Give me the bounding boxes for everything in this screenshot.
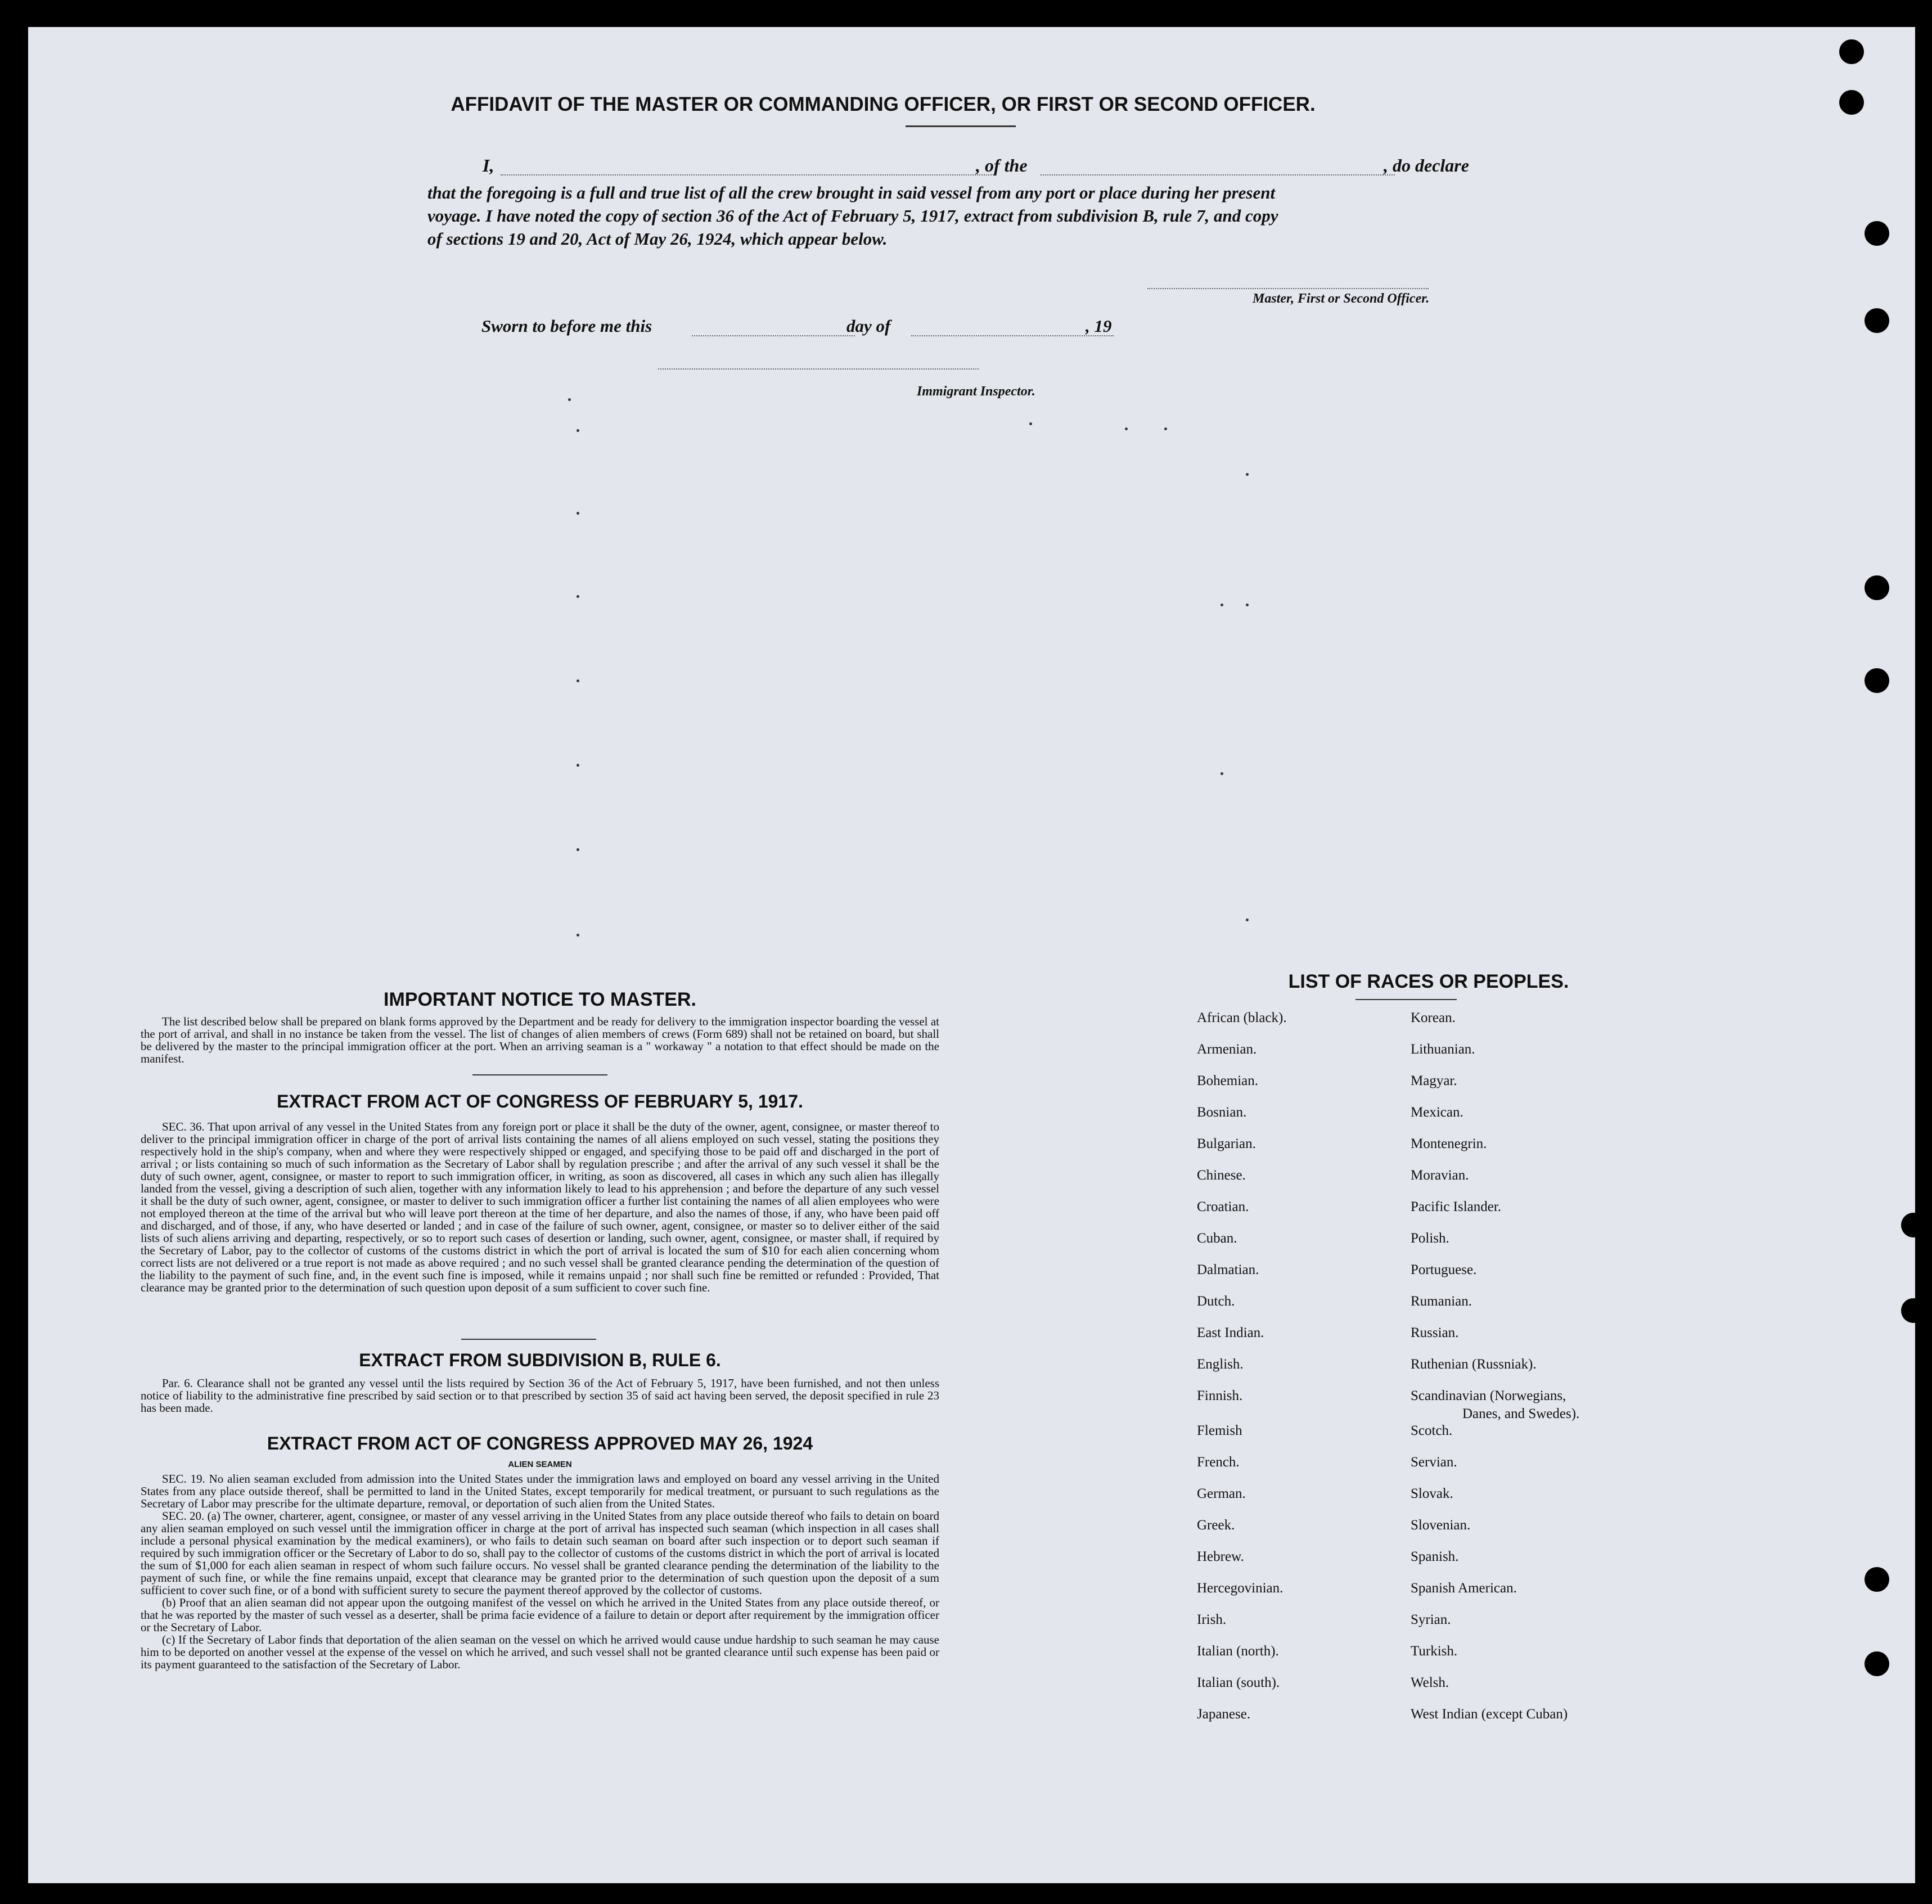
race-right-item: Russian. — [1411, 1325, 1459, 1340]
race-left-item: Italian (south). — [1197, 1675, 1280, 1690]
binding-hole — [1865, 668, 1889, 693]
binding-hole — [1865, 221, 1889, 246]
binding-hole — [1839, 90, 1864, 115]
race-right-item: Lithuanian. — [1411, 1042, 1475, 1057]
signature-label: Master, First or Second Officer. — [1253, 291, 1430, 306]
binding-hole — [1901, 1298, 1926, 1323]
print-dot — [1125, 427, 1128, 430]
race-left-item: Bulgarian. — [1197, 1136, 1256, 1151]
race-right-item: Pacific Islander. — [1411, 1199, 1502, 1214]
race-right-item: Moravian. — [1411, 1168, 1469, 1183]
print-dot — [577, 848, 579, 851]
section-36-paragraph: SEC. 36. That upon arrival of any vessel in the United States from any foreign port or place it shall be the duty of the owner, agent, consignee, or master thereof to deliver to the principal immigration officer in charge of the port of arrival lists containing the names of all aliens employed on such vessel, stating the positions they respectively hold in the ship's company, when and where they were respectively shipped or engaged, and specifying those to be paid off and discharged in the port of arrival ; or lists containing so much of such information as the Secretary of Labor shall by regulation prescribe ; and after the arrival of any such vessel it shall be the duty of such owner, agent, consignee, or master to report to such immigration officer, in writing, as soon as discovered, all cases in which any such alien has illegally landed from the vessel, giving a description of such alien, together with any information likely to lead to his apprehension ; and before the departure of any such vessel it shall be the duty of such owner, agent, consignee, or master to deliver to such immigration officer a further list containing the names of all alien employees who were not employed thereon at the time of the arrival but who will leave port thereon at the time of her departure, and also the names of those, if any, who have been paid off and discharged, and of those, if any, who have deserted or landed ; and in case of the failure of such owner, agent, consignee, or master so to deliver either of the said lists of such aliens arriving and departing, respectively, or so to report such cases of desertion or landing, such owner, agent, consignee, or master shall, if required by the Secretary of Labor, pay to the collector of customs of the customs district in which the port of arrival is located the sum of $10 for each alien concerning whom correct lists are not delivered or a true report is not made as above required ; and no such vessel shall be granted clearance pending the determination of the question of the liability to the payment of such fine, and, in the event such fine is imposed, while it remains unpaid ; nor shall such fine be remitted or refunded : Provided, That clearance may be granted prior to the determination of such question upon deposit of a sum sufficient to cover such fine. — [141, 1120, 939, 1294]
race-right-item: Polish. — [1411, 1231, 1449, 1246]
race-left-item: English. — [1197, 1357, 1244, 1372]
sworn-text: Sworn to before me this — [481, 316, 652, 336]
race-right-item: Montenegrin. — [1411, 1136, 1487, 1151]
race-left-item: Bosnian. — [1197, 1105, 1247, 1120]
race-left-item: Armenian. — [1197, 1042, 1257, 1057]
race-left-item: Italian (north). — [1197, 1644, 1279, 1659]
day-of-text: day of — [846, 316, 891, 336]
print-dot — [1029, 422, 1032, 425]
race-left-item: Japanese. — [1197, 1707, 1251, 1722]
print-dot — [577, 679, 579, 682]
race-left-item: Bohemian. — [1197, 1073, 1259, 1088]
race-right-item: Welsh. — [1411, 1675, 1449, 1690]
race-right-item: Syrian. — [1411, 1612, 1451, 1627]
race-right-item: Korean. — [1411, 1010, 1456, 1025]
extract-1917-title: EXTRACT FROM ACT OF CONGRESS OF FEBRUARY 5, 1917. — [277, 1091, 803, 1111]
section-20c-paragraph: (c) If the Secretary of Labor finds that deportation of the alien seaman on the vessel on which he arrived would cause undue hardship to such seaman he may cause him to be deported on another vessel at the expense of the vessel on which he arrived, and such vessel shall not be granted clearance until such expense has been paid or its payment guaranteed to the satisfaction of the Secretary of Labor. — [141, 1633, 939, 1671]
race-left-item: Croatian. — [1197, 1199, 1249, 1214]
extract-1924-title: EXTRACT FROM ACT OF CONGRESS APPROVED MAY 26, 1924 — [267, 1433, 813, 1453]
affidavit-line-4: of sections 19 and 20, Act of May 26, 1924, which appear below. — [427, 229, 888, 249]
binding-hole — [1865, 575, 1889, 600]
sworn-day-blank[interactable] — [692, 335, 855, 336]
races-rule — [1355, 999, 1457, 1000]
name-blank[interactable] — [501, 174, 996, 175]
section-19-paragraph: SEC. 19. No alien seaman excluded from admission into the United States under the immigration laws and employed on board any vessel arriving in the United States from any place outside thereof, shall be permitted to land in the United States, except temporarily for medical treatment, or pursuant to such regulations as the Secretary of Labor may prescribe for the ultimate departure, removal, or deportation of such alien from the United States. — [141, 1472, 939, 1510]
print-dot — [577, 595, 579, 598]
affidavit-of-the: , of the — [976, 155, 1028, 175]
race-right-item: Magyar. — [1411, 1073, 1457, 1088]
race-right-item: Spanish American. — [1411, 1581, 1517, 1596]
race-left-item: Finnish. — [1197, 1388, 1243, 1403]
race-right-item: Rumanian. — [1411, 1294, 1472, 1309]
binding-hole — [1865, 1567, 1889, 1592]
races-title: LIST OF RACES OR PEOPLES. — [1288, 971, 1569, 992]
race-right-item: Scotch. — [1411, 1423, 1453, 1438]
extract-1917-body — [141, 1120, 939, 1294]
race-left-item: French. — [1197, 1455, 1240, 1470]
rule-6-body — [141, 1377, 939, 1414]
race-left-item: Greek. — [1197, 1518, 1235, 1533]
race-right-item: Scandinavian (Norwegians, — [1411, 1388, 1566, 1403]
race-left-item: German. — [1197, 1486, 1246, 1501]
print-dot — [577, 429, 579, 432]
race-left-item: Cuban. — [1197, 1231, 1237, 1246]
race-left-item: Chinese. — [1197, 1168, 1246, 1183]
affidavit-line-3: voyage. I have noted the copy of section 36 of the Act of February 5, 1917, extract from subdivision B, rule 7, and copy — [427, 206, 1278, 226]
race-right-item: Mexican. — [1411, 1105, 1463, 1120]
print-dot — [577, 764, 579, 767]
notice-rule — [472, 1074, 607, 1075]
notice-body — [141, 1015, 939, 1065]
race-right-item: West Indian (except Cuban) — [1411, 1707, 1568, 1722]
notice-paragraph: The list described below shall be prepared on blank forms approved by the Department and be ready for delivery to the immigration inspector boarding the vessel at the port of arrival, and shall in no instance be taken from the vessel. The list of changes of alien members of crews (Form 689) shall not be retained on board, but shall be delivered by the master to the principal immigration officer at the port. When an arriving seaman is a " workaway " a notation to that effect should be made on the manifest. — [141, 1015, 939, 1065]
binding-hole — [1865, 308, 1889, 333]
extract-1917-rule — [461, 1339, 596, 1340]
race-right-item: Slovenian. — [1411, 1518, 1471, 1533]
print-dot — [1246, 919, 1249, 921]
binding-hole — [1865, 1651, 1889, 1676]
print-dot — [1246, 473, 1249, 476]
affidavit-do-declare: , do declare — [1384, 155, 1469, 175]
race-left-item: Hebrew. — [1197, 1549, 1244, 1564]
race-left-item: Irish. — [1197, 1612, 1227, 1627]
affidavit-title: AFFIDAVIT OF THE MASTER OR COMMANDING OFFICER, OR FIRST OR SECOND OFFICER. — [451, 93, 1316, 115]
print-dot — [577, 934, 579, 937]
race-left-item: Flemish — [1197, 1423, 1242, 1438]
race-right-item: Ruthenian (Russniak). — [1411, 1357, 1537, 1372]
race-left-item: East Indian. — [1197, 1325, 1264, 1340]
affidavit-text — [427, 181, 1278, 250]
year-text: , 19 — [1086, 316, 1112, 336]
binding-hole — [1839, 39, 1864, 64]
race-right-item: Turkish. — [1411, 1644, 1458, 1659]
alien-seamen-heading: ALIEN SEAMEN — [508, 1460, 572, 1469]
rule-6-title: EXTRACT FROM SUBDIVISION B, RULE 6. — [359, 1350, 721, 1370]
section-20a-paragraph: SEC. 20. (a) The owner, charterer, agent, consignee, or master of any vessel arriving in the United States from any place outside thereof who fails to detain on board any alien seaman employed on such vessel until the immigration officer in charge at the port of arrival has inspected such seaman (which inspection in all cases shall include a personal physical examination by the medical examiners), or who fails to detain such seaman on board after such inspection or to deport such seaman if required by such immigration officer or the Secretary of Labor to do so, shall pay to the collector of customs of the customs district in which the port of arrival is located the sum of $1,000 for each alien seaman in respect of whom such failure occurs. No vessel shall be granted clearance pending the determination of the liability to the payment of such fine, or while the fine remains unpaid, except that clearance may be granted prior to the determination of such question upon the deposit of a sum sufficient to cover such fine, or of a bond with sufficient surety to secure the payment thereof approved by the collector of customs. — [141, 1509, 939, 1597]
inspector-line[interactable] — [658, 368, 979, 370]
rule-6-paragraph: Par. 6. Clearance shall not be granted any vessel until the lists required by Section 36 of the Act of February 5, 1917, have been furnished, and not then unless notice of liability to the administrative fine prescribed by said section or to that prescribed by section 35 of said act having been served, the deposit specified in rule 23 has been made. — [141, 1376, 939, 1415]
affidavit-i: I, — [483, 155, 494, 175]
month-blank[interactable] — [911, 335, 1114, 336]
race-right-item: Spanish. — [1411, 1549, 1459, 1564]
affidavit-line-2: that the foregoing is a full and true list of all the crew brought in said vessel from any port or place during her present — [427, 183, 1276, 202]
form-sheet — [28, 27, 1915, 1883]
race-left-item: Hercegovinian. — [1197, 1581, 1284, 1596]
signature-line[interactable] — [1147, 288, 1429, 289]
race-left-item: African (black). — [1197, 1010, 1287, 1025]
print-dot — [568, 398, 571, 401]
vessel-blank[interactable] — [1041, 174, 1395, 175]
race-right-item: Portuguese. — [1411, 1262, 1477, 1277]
notice-title: IMPORTANT NOTICE TO MASTER. — [384, 989, 696, 1010]
race-left-item: Dutch. — [1197, 1294, 1235, 1309]
title-rule — [906, 125, 1016, 127]
extract-1924-body — [141, 1473, 939, 1671]
section-20b-paragraph: (b) Proof that an alien seaman did not appear upon the outgoing manifest of the vessel on which he arrived in the United States from any place outside thereof, or that he was reported by the master of such vessel as a deserter, shall be prima facie evidence of a failure to detain or deport after requirement by the immigration officer or the Secretary of Labor. — [141, 1596, 939, 1634]
race-right-continuation: Danes, and Swedes). — [1462, 1406, 1580, 1421]
race-right-item: Servian. — [1411, 1455, 1457, 1470]
print-dot — [1221, 604, 1223, 606]
race-right-item: Slovak. — [1411, 1486, 1453, 1501]
inspector-label: Immigrant Inspector. — [917, 384, 1035, 399]
race-left-item: Dalmatian. — [1197, 1262, 1259, 1277]
print-dot — [1164, 427, 1167, 430]
print-dot — [577, 512, 579, 515]
print-dot — [1221, 772, 1223, 775]
binding-hole — [1901, 1213, 1926, 1237]
print-dot — [1246, 604, 1249, 606]
